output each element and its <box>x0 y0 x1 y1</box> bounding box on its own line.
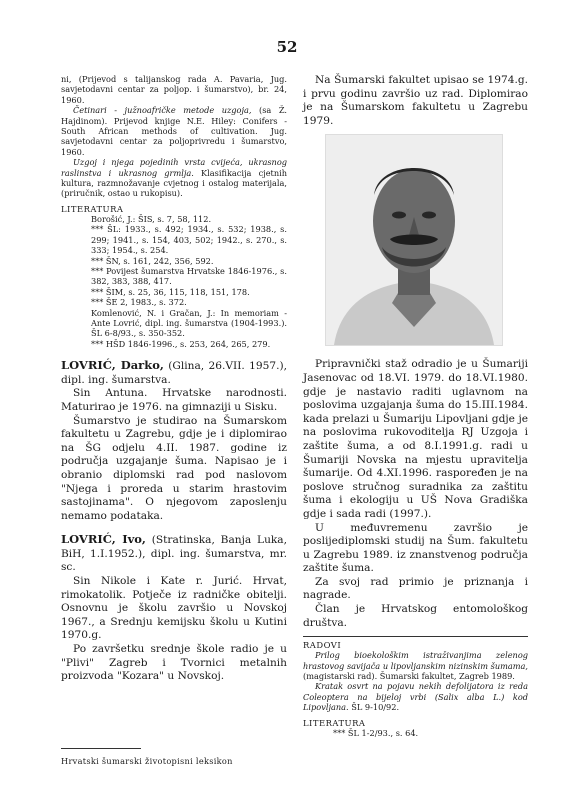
intro-line: ni, (Prijevod s talijanskog rada A. Pavaria, Jug. savjetodavni centar za poljop. i šumarstvo), br. 24, 1960. <box>61 74 287 105</box>
entry-details: (Stratinska, Banja Luka, BiH, 1.I.1952.), dipl. ing. šumarstva, mr. sc. <box>61 534 287 574</box>
bio-paragraph: Na Šumarski fakultet upisao se 1974.g. i prvu godinu završio uz rad. Diplomirao je na Šumarskom fakultetu u Zagrebu 1979. <box>303 74 528 127</box>
bio-paragraph: Šumarstvo je studirao na Šumarskom fakultetu u Zagrebu, gdje je i diplomirao na ŠG odjelu 4.II. 1987. godine iz područja uzgajanje šuma. Napisao je i obranio diplomski rad pod naslovom "Njega i proreda u starim hrastovim sastojinama". O njegovom zaposlenju nemamo podataka. <box>61 414 287 522</box>
section-divider <box>303 636 528 637</box>
lit-entry: *** HŠD 1846-1996., s. 253, 264, 265, 279. <box>91 338 271 349</box>
page-number: 52 <box>276 38 298 56</box>
bio-continuation <box>303 74 528 128</box>
biography-darko-lovric <box>61 359 287 523</box>
work-entry <box>61 157 287 199</box>
bio-paragraph: Sin Nikole i Kate r. Jurić. Hrvat, rimokatolik. Potječe iz radničke obitelji. Osnovnu je školu završio u Novskoj 1967., a Srednju kemijsku školu u Kutini 1970.g. <box>61 575 287 642</box>
right-column <box>303 74 528 738</box>
footer-title: Hrvatski šumarski životopisni leksikon <box>61 756 233 766</box>
portrait-photo <box>325 134 503 346</box>
bio-header <box>61 359 287 387</box>
work-entry <box>303 650 528 681</box>
entry-name: LOVRIĆ, Darko, <box>61 358 164 373</box>
intro-block <box>61 74 287 199</box>
lit-entry: *** Povijest šumarstva Hrvatske 1846-1976., s. 382, 383, 388, 417. <box>91 265 287 287</box>
literature-list <box>61 214 287 349</box>
lit-entry: *** ŠL 1-2/93., s. 64. <box>333 727 419 738</box>
lit-entry: *** ŠE 2, 1983., s. 372. <box>91 297 187 308</box>
literature-heading: LITERATURA <box>303 717 366 728</box>
works-list <box>303 650 528 712</box>
portrait-image <box>326 135 502 345</box>
work-title: Uzgoj i njega pojedinih vrsta cvijeća, ukrasnog raslinstva i ukrasnog grmlja. <box>61 157 287 178</box>
footer-divider <box>61 748 141 749</box>
work-rest: (magistarski rad). Šumarski fakultet, Zagreb 1989. <box>303 671 515 682</box>
bio-paragraph: U međuvremenu završio je poslijediplomski studij na Šum. fakultetu u Zagrebu 1989. iz znanstvenog područja zaštite šuma. <box>303 521 528 575</box>
work-rest: Klasifikacija cjetnih kultura, razmnožavanje cvjetnog i ostalog materijala, (priručnik, ostao u rukopisu). <box>61 167 288 199</box>
works-heading: RADOVI <box>303 640 342 651</box>
lit-entry: *** ŠL: 1933., s. 492; 1934., s. 532; 1938., s. 299; 1941., s. 154, 403, 502; 1942., s. 270., s. 333; 1954., s. 254. <box>91 224 287 256</box>
lit-entry: Komlenović, N. i Gračan, J.: In memoriam - Ante Lovrić, dipl. ing. šumarstva (1904-1993.). ŠL 6-8/93., s. 350-352. <box>91 307 287 339</box>
bio-paragraph: Pripravnički staž odradio je u Šumariji Jasenovac od 18.VI. 1979. do 18.VI.1980. gdje je nastavio raditi uglavnom na poslovima uzgajanja šuma do 15.III.1984. kada prelazi u Šumariju Lipovljani gdje je na poslovima rukovoditelja RJ Uzgoja i zaštite šuma, a od 8.I.1991.g. radi u Šumariji Novska na mjestu upravitelja šumarije. Od 4.XI.1996. raspoređen je na poslove stručnog suradnika za zaštitu šuma i ekologiju u UŠ Nova Gradiška gdje i sada radi (1997.). <box>303 358 528 520</box>
work-rest: ŠL 9-10/92. <box>348 702 400 713</box>
work-entry <box>303 681 528 712</box>
bio-paragraph: Za svoj rad primio je priznanja i nagrade. <box>303 575 528 602</box>
bio-header <box>61 533 287 575</box>
lit-entry: *** ŠN, s. 161, 242, 356, 592. <box>91 255 214 266</box>
left-column <box>61 74 287 684</box>
work-title: Četinari - južnoafričke metode uzgoja, <box>73 105 252 116</box>
biography-ivo-lovric <box>61 533 287 684</box>
work-entry <box>61 105 287 157</box>
entry-details: (Glina, 26.VII. 1957.), dipl. ing. šumarstva. <box>61 360 288 386</box>
literature-heading: LITERATURA <box>61 203 124 214</box>
bio-paragraph: Po završetku srednje škole radio je u "Plivi" Zagreb i Tvornici metalnih proizvoda "Kozara" u Novskoj. <box>61 643 287 683</box>
bio-paragraph: Sin Antuna. Hrvatske narodnosti. Maturirao je 1976. na gimnaziji u Sisku. <box>61 387 287 413</box>
lit-entry: *** ŠIM, s. 25, 36, 115, 118, 151, 178. <box>91 286 250 297</box>
entry-name: LOVRIĆ, Ivo, <box>61 532 146 547</box>
literature-list <box>303 728 528 738</box>
work-title: Prilog bioekološkim istraživanjima zelenog hrastovog savijača u lipovljanskim nizinskim šumama, <box>303 650 528 671</box>
work-title: Kratak osvrt na pojavu nekih defolijatora iz reda Coleoptera na bijeloj vrbi (Salix alba L.) kod Lipovljana. <box>303 681 528 713</box>
bio-career <box>303 358 528 630</box>
lit-entry: Borošić, J.: ŠIS, s. 7, 58, 112. <box>91 213 212 224</box>
bio-paragraph: Član je Hrvatskog entomološkog društva. <box>303 603 528 629</box>
work-rest: (sa Ž. Hajdinom). Prijevod knjige N.E. Hiley: Conifers - South African methods of cultivation. Jug. savjetodavni centar za poljoprivredu i šumarstvo, 1960. <box>61 105 287 157</box>
